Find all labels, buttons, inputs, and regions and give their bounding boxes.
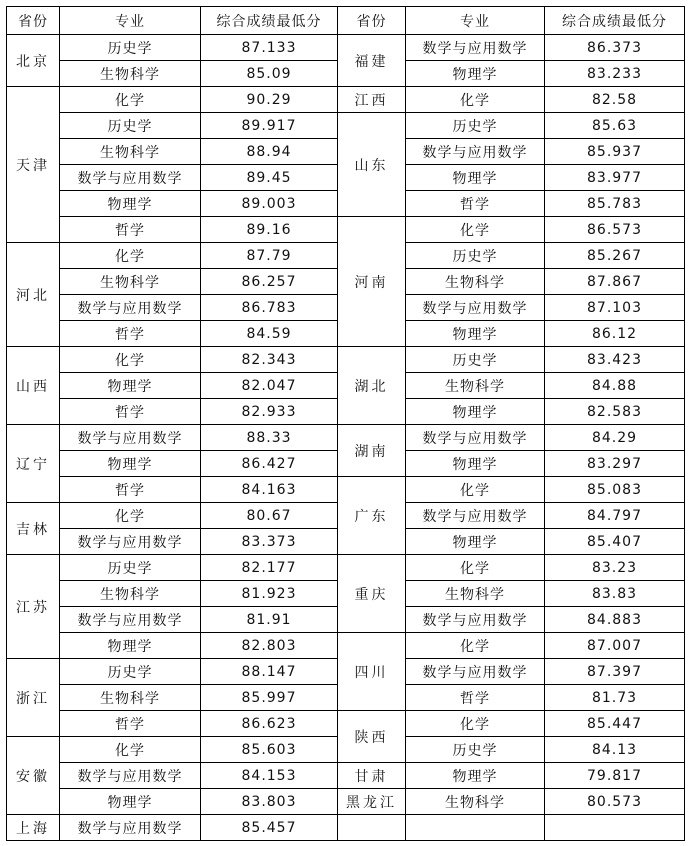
major-cell: 化学 <box>60 347 201 373</box>
score-cell: 88.147 <box>201 659 338 685</box>
score-cell: 86.257 <box>201 269 338 295</box>
major-cell: 历史学 <box>60 659 201 685</box>
score-cell: 82.343 <box>201 347 338 373</box>
major-cell: 生物科学 <box>406 789 545 815</box>
major-cell: 生物科学 <box>60 581 201 607</box>
major-cell: 化学 <box>406 217 545 243</box>
score-cell: 86.623 <box>201 711 338 737</box>
table-row <box>7 35 685 61</box>
table-row <box>7 113 685 139</box>
major-cell: 数学与应用数学 <box>406 35 545 61</box>
major-cell: 生物科学 <box>406 373 545 399</box>
score-cell: 89.003 <box>201 191 338 217</box>
major-cell: 生物科学 <box>60 269 201 295</box>
score-cell: 84.29 <box>545 425 685 451</box>
major-cell: 历史学 <box>406 113 545 139</box>
score-cell: 85.937 <box>545 139 685 165</box>
major-cell: 数学与应用数学 <box>406 607 545 633</box>
table-row <box>7 477 685 503</box>
major-cell: 化学 <box>406 555 545 581</box>
score-cell: 85.997 <box>201 685 338 711</box>
score-cell: 81.91 <box>201 607 338 633</box>
score-cell: 84.797 <box>545 503 685 529</box>
table-row <box>7 763 685 789</box>
major-cell: 数学与应用数学 <box>406 139 545 165</box>
score-cell: 85.267 <box>545 243 685 269</box>
major-cell: 数学与应用数学 <box>60 815 201 841</box>
province-cell: 天津 <box>7 87 60 243</box>
score-cell: 84.163 <box>201 477 338 503</box>
province-cell: 湖北 <box>338 347 406 425</box>
major-cell: 化学 <box>406 633 545 659</box>
score-cell: 85.63 <box>545 113 685 139</box>
major-cell: 物理学 <box>406 321 545 347</box>
major-cell: 生物科学 <box>406 269 545 295</box>
score-cell: 81.923 <box>201 581 338 607</box>
major-cell: 哲学 <box>60 321 201 347</box>
province-cell: 江苏 <box>7 555 60 659</box>
score-cell: 80.573 <box>545 789 685 815</box>
table-row <box>7 217 685 243</box>
province-cell: 陕西 <box>338 711 406 763</box>
score-cell: 83.373 <box>201 529 338 555</box>
province-cell: 安徽 <box>7 737 60 815</box>
province-cell: 四川 <box>338 633 406 711</box>
major-cell: 数学与应用数学 <box>60 607 201 633</box>
score-cell: 87.867 <box>545 269 685 295</box>
province-cell: 辽宁 <box>7 425 60 503</box>
score-cell: 87.103 <box>545 295 685 321</box>
major-cell: 历史学 <box>60 113 201 139</box>
score-cell: 87.397 <box>545 659 685 685</box>
major-cell: 数学与应用数学 <box>406 503 545 529</box>
major-cell: 数学与应用数学 <box>60 425 201 451</box>
header-province-left: 省份 <box>7 7 60 35</box>
empty-cell <box>338 815 406 841</box>
score-cell: 85.083 <box>545 477 685 503</box>
major-cell: 数学与应用数学 <box>406 659 545 685</box>
major-cell: 历史学 <box>60 555 201 581</box>
score-cell: 87.79 <box>201 243 338 269</box>
header-score-left: 综合成绩最低分 <box>201 7 338 35</box>
major-cell: 数学与应用数学 <box>60 763 201 789</box>
major-cell: 物理学 <box>406 399 545 425</box>
major-cell: 历史学 <box>406 347 545 373</box>
province-cell: 上海 <box>7 815 60 841</box>
table-row <box>7 815 685 841</box>
score-cell: 83.233 <box>545 61 685 87</box>
major-cell: 物理学 <box>60 373 201 399</box>
score-cell: 82.58 <box>545 87 685 113</box>
major-cell: 化学 <box>60 503 201 529</box>
province-cell: 甘肃 <box>338 763 406 789</box>
province-cell: 河北 <box>7 243 60 347</box>
major-cell: 生物科学 <box>60 139 201 165</box>
header-row <box>7 7 685 35</box>
score-cell: 88.33 <box>201 425 338 451</box>
province-cell: 江西 <box>338 87 406 113</box>
header-major-left: 专业 <box>60 7 201 35</box>
table-row <box>7 347 685 373</box>
score-cell: 83.423 <box>545 347 685 373</box>
table-row <box>7 711 685 737</box>
score-cell: 85.09 <box>201 61 338 87</box>
major-cell: 化学 <box>406 477 545 503</box>
score-cell: 86.573 <box>545 217 685 243</box>
major-cell: 数学与应用数学 <box>60 295 201 321</box>
score-cell: 86.427 <box>201 451 338 477</box>
major-cell: 物理学 <box>406 763 545 789</box>
major-cell: 数学与应用数学 <box>406 295 545 321</box>
major-cell: 哲学 <box>406 685 545 711</box>
major-cell: 历史学 <box>406 243 545 269</box>
major-cell: 哲学 <box>60 477 201 503</box>
score-cell: 85.603 <box>201 737 338 763</box>
score-cell: 90.29 <box>201 87 338 113</box>
score-cell: 85.783 <box>545 191 685 217</box>
major-cell: 化学 <box>406 711 545 737</box>
score-cell: 82.933 <box>201 399 338 425</box>
major-cell: 哲学 <box>60 711 201 737</box>
score-cell: 87.133 <box>201 35 338 61</box>
major-cell: 历史学 <box>406 737 545 763</box>
score-cell: 88.94 <box>201 139 338 165</box>
score-cell: 89.45 <box>201 165 338 191</box>
province-cell: 北京 <box>7 35 60 87</box>
major-cell: 物理学 <box>60 191 201 217</box>
score-cell: 81.73 <box>545 685 685 711</box>
header-score-right: 综合成绩最低分 <box>545 7 685 35</box>
major-cell: 哲学 <box>60 217 201 243</box>
major-cell: 生物科学 <box>60 685 201 711</box>
table-row <box>7 555 685 581</box>
major-cell: 历史学 <box>60 35 201 61</box>
major-cell: 物理学 <box>406 529 545 555</box>
score-cell: 83.23 <box>545 555 685 581</box>
major-cell: 化学 <box>60 87 201 113</box>
empty-cell <box>545 815 685 841</box>
province-cell: 湖南 <box>338 425 406 477</box>
province-cell: 福建 <box>338 35 406 87</box>
score-cell: 85.457 <box>201 815 338 841</box>
major-cell: 物理学 <box>60 633 201 659</box>
score-cell: 85.407 <box>545 529 685 555</box>
province-cell: 浙江 <box>7 659 60 737</box>
province-cell: 河南 <box>338 217 406 347</box>
table-row <box>7 633 685 659</box>
major-cell: 化学 <box>60 737 201 763</box>
score-cell: 84.13 <box>545 737 685 763</box>
score-cell: 86.373 <box>545 35 685 61</box>
province-cell: 重庆 <box>338 555 406 633</box>
empty-cell <box>406 815 545 841</box>
major-cell: 物理学 <box>60 789 201 815</box>
score-cell: 82.047 <box>201 373 338 399</box>
province-cell: 吉林 <box>7 503 60 555</box>
score-cell: 84.153 <box>201 763 338 789</box>
table-row <box>7 87 685 113</box>
header-major-right: 专业 <box>406 7 545 35</box>
score-cell: 82.803 <box>201 633 338 659</box>
major-cell: 数学与应用数学 <box>406 425 545 451</box>
major-cell: 数学与应用数学 <box>60 529 201 555</box>
major-cell: 物理学 <box>406 451 545 477</box>
major-cell: 化学 <box>60 243 201 269</box>
score-cell: 86.12 <box>545 321 685 347</box>
major-cell: 哲学 <box>406 191 545 217</box>
score-cell: 84.88 <box>545 373 685 399</box>
province-cell: 广东 <box>338 477 406 555</box>
score-cell: 79.817 <box>545 763 685 789</box>
score-cell: 83.83 <box>545 581 685 607</box>
score-cell: 82.583 <box>545 399 685 425</box>
score-cell: 85.447 <box>545 711 685 737</box>
score-cell: 82.177 <box>201 555 338 581</box>
admission-score-table <box>6 6 685 841</box>
major-cell: 哲学 <box>60 399 201 425</box>
score-cell: 83.977 <box>545 165 685 191</box>
score-cell: 89.16 <box>201 217 338 243</box>
major-cell: 生物科学 <box>406 581 545 607</box>
major-cell: 物理学 <box>406 61 545 87</box>
score-cell: 83.803 <box>201 789 338 815</box>
header-province-right: 省份 <box>338 7 406 35</box>
score-cell: 86.783 <box>201 295 338 321</box>
score-cell: 87.007 <box>545 633 685 659</box>
table-row <box>7 789 685 815</box>
province-cell: 山东 <box>338 113 406 217</box>
score-cell: 83.297 <box>545 451 685 477</box>
score-cell: 84.883 <box>545 607 685 633</box>
score-cell: 84.59 <box>201 321 338 347</box>
major-cell: 数学与应用数学 <box>60 165 201 191</box>
province-cell: 山西 <box>7 347 60 425</box>
province-cell: 黑龙江 <box>338 789 406 815</box>
major-cell: 物理学 <box>406 165 545 191</box>
major-cell: 物理学 <box>60 451 201 477</box>
major-cell: 化学 <box>406 87 545 113</box>
score-cell: 80.67 <box>201 503 338 529</box>
major-cell: 生物科学 <box>60 61 201 87</box>
table-row <box>7 425 685 451</box>
score-cell: 89.917 <box>201 113 338 139</box>
